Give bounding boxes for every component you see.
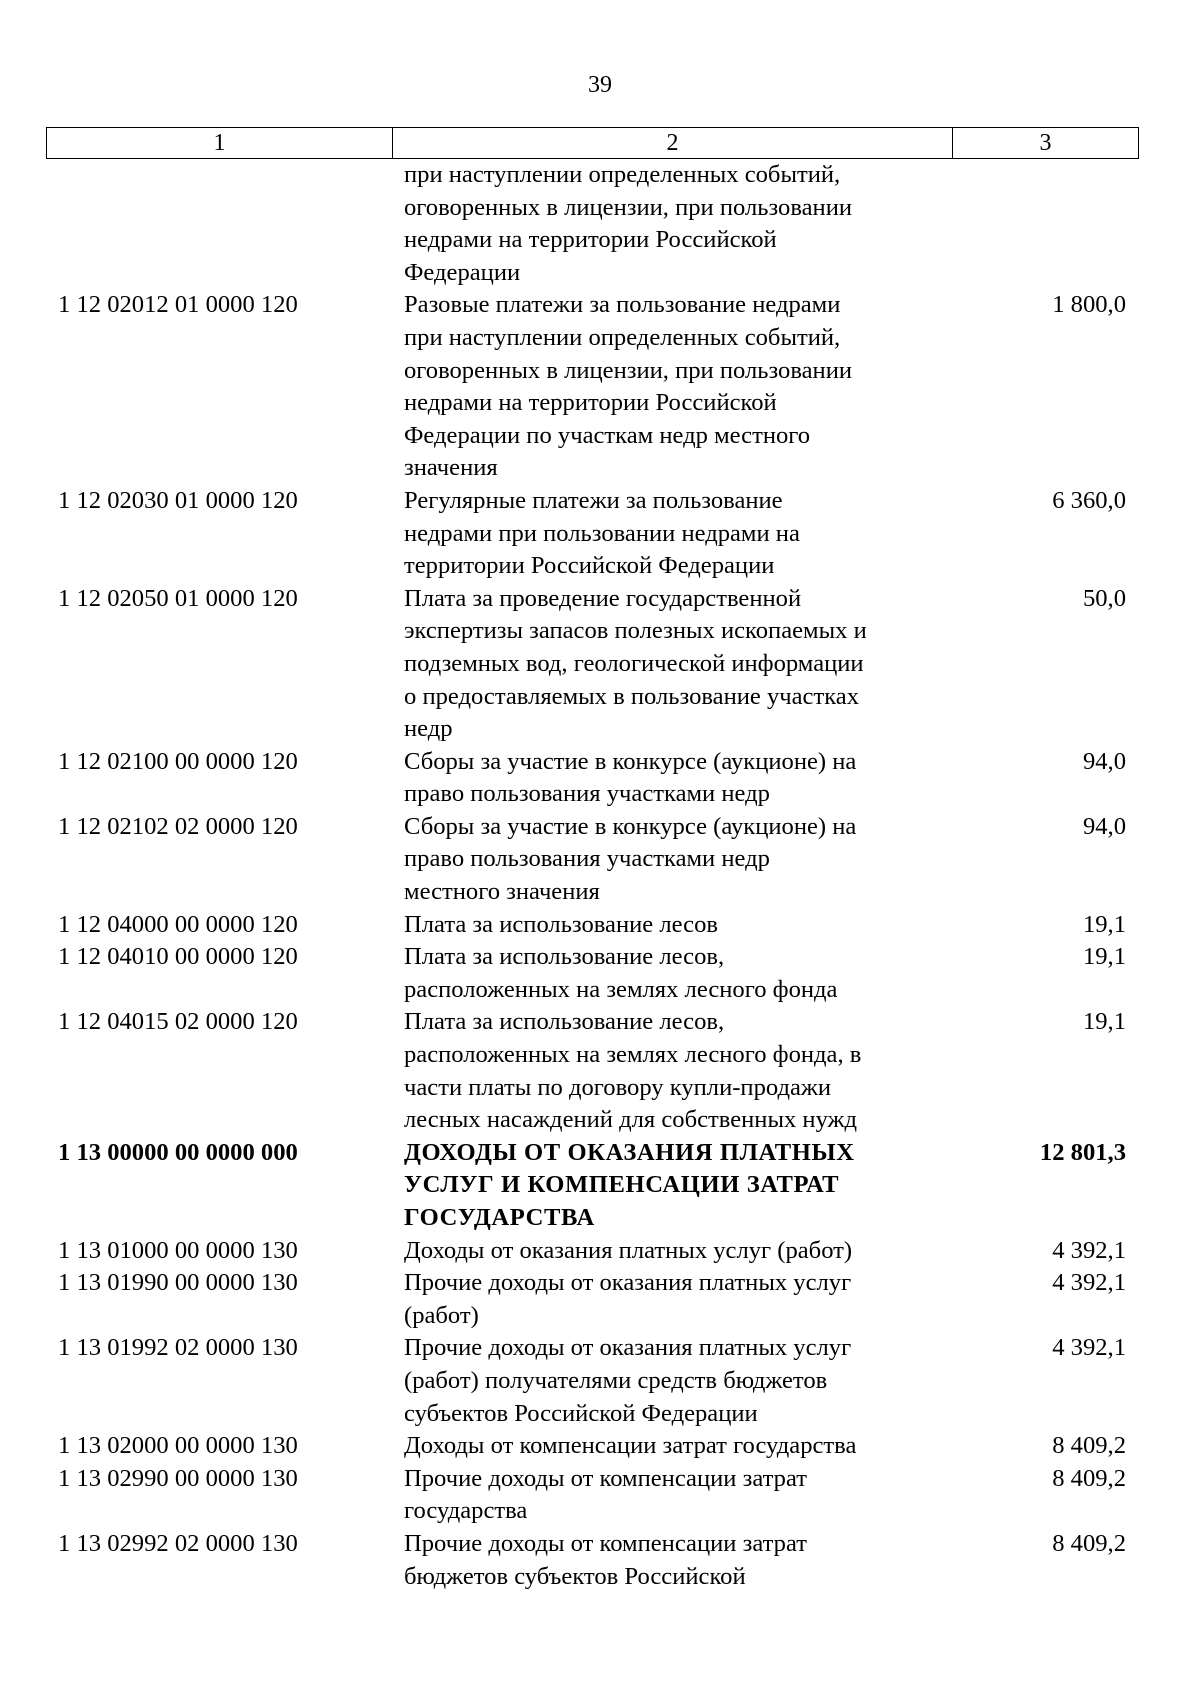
row-code: 1 12 04000 00 0000 120 <box>58 910 298 938</box>
row-description <box>392 941 952 1006</box>
row-value: 4 392,1 <box>1052 1334 1126 1362</box>
row-code: 1 13 01992 02 0000 130 <box>58 1334 298 1362</box>
row-code: 1 13 01990 00 0000 130 <box>58 1269 298 1297</box>
row-value: 94,0 <box>1082 747 1126 775</box>
description-line: подземных вод, геологической информации <box>404 649 864 677</box>
row-code: 1 12 02102 02 0000 120 <box>58 812 298 840</box>
row-description <box>392 289 952 485</box>
row-description <box>392 485 952 583</box>
row-code: 1 13 00000 00 0000 000 <box>58 1138 298 1166</box>
row-value: 6 360,0 <box>1052 486 1126 514</box>
row-code: 1 12 02030 01 0000 120 <box>58 486 298 514</box>
description-line: (работ) <box>404 1301 479 1329</box>
table-row <box>46 289 1138 485</box>
description-line: при наступлении определенных событий, <box>404 323 841 351</box>
row-code <box>46 159 392 289</box>
row-value: 8 409,2 <box>1052 1464 1126 1492</box>
table-body <box>46 159 1138 1593</box>
header-col-2: 2 <box>393 128 953 159</box>
row-value: 19,1 <box>1082 1008 1126 1036</box>
row-value: 94,0 <box>1082 812 1126 840</box>
row-description <box>392 1332 952 1430</box>
description-line: лесных насаждений для собственных нужд <box>404 1106 858 1134</box>
row-code: 1 13 02000 00 0000 130 <box>58 1432 298 1460</box>
description-line: оговоренных в лицензии, при пользовании <box>404 356 853 384</box>
description-line: экспертизы запасов полезных ископаемых и <box>404 617 867 645</box>
description-line: бюджетов субъектов Российской <box>404 1562 746 1590</box>
row-description <box>392 1528 952 1593</box>
table-row <box>46 941 1138 1006</box>
table-row <box>46 1006 1138 1136</box>
table-row <box>46 1332 1138 1430</box>
description-line: Плата за использование лесов <box>404 910 718 938</box>
table-row <box>46 1137 1138 1235</box>
description-line: о предоставляемых в пользование участках <box>404 682 859 710</box>
description-line: Прочие доходы от оказания платных услуг <box>404 1269 852 1297</box>
row-code: 1 13 01000 00 0000 130 <box>58 1236 298 1264</box>
row-value: 19,1 <box>1082 910 1126 938</box>
row-code: 1 12 02012 01 0000 120 <box>58 291 298 319</box>
row-description <box>392 811 952 909</box>
row-description <box>392 159 952 289</box>
table-row <box>46 1235 1138 1268</box>
description-line: Прочие доходы от компенсации затрат <box>404 1464 807 1492</box>
description-line: Федерации <box>404 258 521 286</box>
row-description <box>392 909 952 942</box>
row-value: 50,0 <box>1082 584 1126 612</box>
description-line: Регулярные платежи за пользование <box>404 486 783 514</box>
row-value: 8 409,2 <box>1052 1432 1126 1460</box>
row-value: 12 801,3 <box>1039 1138 1126 1166</box>
description-line: Доходы от компенсации затрат государства <box>404 1432 857 1460</box>
description-line: Федерации по участкам недр местного <box>404 421 811 449</box>
description-line: оговоренных в лицензии, при пользовании <box>404 193 853 221</box>
page-number: 39 <box>588 72 612 98</box>
table-row <box>46 583 1138 746</box>
table-row <box>46 746 1138 811</box>
table-header <box>46 127 1139 159</box>
description-line: недрами при пользовании недрами на <box>404 519 800 547</box>
description-line: ГОСУДАРСТВА <box>404 1204 595 1231</box>
description-line: Прочие доходы от оказания платных услуг <box>404 1334 852 1362</box>
description-line: Разовые платежи за пользование недрами <box>404 291 841 319</box>
table-row <box>46 1267 1138 1332</box>
row-value <box>952 159 1138 289</box>
description-line: право пользования участками недр <box>404 845 770 873</box>
row-description <box>392 583 952 746</box>
table-row <box>46 1430 1138 1463</box>
row-code: 1 12 02050 01 0000 120 <box>58 584 298 612</box>
table-row <box>46 909 1138 942</box>
row-code: 1 13 02990 00 0000 130 <box>58 1464 298 1492</box>
description-line: Сборы за участие в конкурсе (аукционе) на <box>404 812 857 840</box>
description-line: Плата за использование лесов, <box>404 1008 725 1036</box>
row-description <box>392 1235 952 1268</box>
description-line: субъектов Российской Федерации <box>404 1399 758 1427</box>
description-line: Доходы от оказания платных услуг (работ) <box>404 1236 853 1264</box>
row-value: 4 392,1 <box>1052 1269 1126 1297</box>
row-description <box>392 1430 952 1463</box>
description-line: недрами на территории Российской <box>404 226 777 254</box>
row-code: 1 12 02100 00 0000 120 <box>58 747 298 775</box>
description-line: расположенных на землях лесного фонда, в <box>404 1041 862 1069</box>
row-description <box>392 1267 952 1332</box>
description-line: Плата за использование лесов, <box>404 943 725 971</box>
description-line: государства <box>404 1497 528 1525</box>
table-row <box>46 159 1138 289</box>
table-row <box>46 1528 1138 1593</box>
description-line: УСЛУГ И КОМПЕНСАЦИИ ЗАТРАТ <box>404 1171 840 1199</box>
description-line: местного значения <box>404 878 600 906</box>
row-code: 1 12 04010 00 0000 120 <box>58 943 298 971</box>
row-description <box>392 746 952 811</box>
table-row <box>46 1463 1138 1528</box>
row-value: 4 392,1 <box>1052 1236 1126 1264</box>
row-description <box>392 1006 952 1136</box>
table-row <box>46 811 1138 909</box>
row-value: 8 409,2 <box>1052 1529 1126 1557</box>
description-line: ДОХОДЫ ОТ ОКАЗАНИЯ ПЛАТНЫХ <box>404 1138 855 1166</box>
description-line: Прочие доходы от компенсации затрат <box>404 1529 807 1557</box>
row-code: 1 13 02992 02 0000 130 <box>58 1529 298 1557</box>
row-value: 1 800,0 <box>1052 291 1126 319</box>
description-line: при наступлении определенных событий, <box>404 161 841 188</box>
description-line: право пользования участками недр <box>404 780 770 808</box>
description-line: (работ) получателями средств бюджетов <box>404 1366 828 1394</box>
description-line: Сборы за участие в конкурсе (аукционе) на <box>404 747 857 775</box>
description-line: Плата за проведение государственной <box>404 584 802 612</box>
row-code: 1 12 04015 02 0000 120 <box>58 1008 298 1036</box>
description-line: части платы по договору купли-продажи <box>404 1073 832 1101</box>
row-value: 19,1 <box>1082 943 1126 971</box>
header-col-1: 1 <box>47 128 393 159</box>
description-line: значения <box>404 454 498 482</box>
description-line: территории Российской Федерации <box>404 552 775 580</box>
row-description <box>392 1137 952 1235</box>
description-line: недр <box>404 715 453 743</box>
row-description <box>392 1463 952 1528</box>
description-line: расположенных на землях лесного фонда <box>404 975 838 1003</box>
description-line: недрами на территории Российской <box>404 389 777 417</box>
header-col-3: 3 <box>953 128 1139 159</box>
table-row <box>46 485 1138 583</box>
